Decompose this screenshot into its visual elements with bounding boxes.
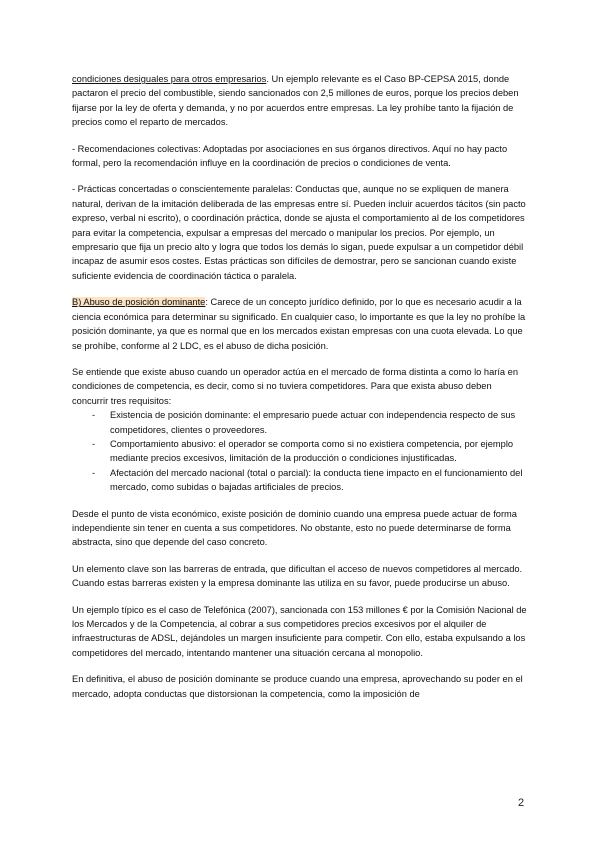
- list-item: - Comportamiento abusivo: el operador se comporta como si no existiera competencia, por ejemplo mediante precios excesivos, limitación de la producción o condiciones injustificadas.: [110, 437, 528, 466]
- paragraph-cartel-example: [72, 72, 528, 130]
- list-item: - Afectación del mercado nacional (total o parcial): la conducta tiene impacto en el funcionamiento del mercado, como subidas o bajadas artificiales de precios.: [110, 466, 528, 495]
- paragraph-entry-barriers: Un elemento clave son las barreras de entrada, que dificultan el acceso de nuevos competidores al mercado. Cuando estas barreras existen y la empresa dominante las utiliza en su favor, puede producirse un abuso.: [72, 563, 523, 589]
- requirements-list: [72, 408, 528, 494]
- paragraph-text: . Un ejemplo relevante es el Caso BP-CEPSA 2015, donde pactaron el precio del combustible, siendo sancionados con 2,5 millones de euros, porque los precios deben fijarse por la ley de oferta y demanda, y no por acuerdos entre empresas. La ley prohíbe tanto la fijación de precios como el reparto de mercados.: [72, 74, 519, 128]
- underlined-phrase: condiciones desiguales para otros empresarios: [72, 74, 267, 84]
- paragraph-economic-view: Desde el punto de vista económico, existe posición de dominio cuando una empresa puede actuar de forma independiente sin tener en cuenta a sus competidores. No obstante, esto no puede determinarse de forma abstracta, sino que depende del caso concreto.: [72, 508, 517, 548]
- document-page: [72, 72, 528, 701]
- section-heading: B) Abuso de posición dominante: [72, 297, 206, 308]
- paragraph-concerted-practices: - Prácticas concertadas o conscientemente paralelas: Conductas que, aunque no se expliquen de manera natural, derivan de la imitación deliberada de las empresas entre sí. Pueden incluir acuerdos tácitos (sin pacto expreso, verbal ni escrito), o coordinación práctica, donde se ajusta el comportamiento al de los competidores para evitar la competencia, expulsar a empresas del mercado o manipular los precios. Por ejemplo, un empresario que fija un precio alto y logra que todos los demás lo sigan, puede expulsar a un competidor débil incapaz de asumir esos costes. Estas prácticas son difíciles de demostrar, pero se sancionan cuando existe suficiente evidencia de coordinación táctica o paralela.: [72, 184, 526, 281]
- list-item: - Existencia de posición dominante: el empresario puede actuar con independencia respecto de sus competidores, clientes o proveedores.: [110, 408, 528, 437]
- paragraph-telefonica-case: Un ejemplo típico es el caso de Telefónica (2007), sancionada con 153 millones € por la Comisión Nacional de los Mercados y de la Competencia, al cobrar a sus competidores precios excesivos por el alquiler de infraestructuras de ADSL, dejándoles un margen insuficiente para competir. Con ello, estaba expulsando a los competidores del mercado, intentando mantener una situación cercana al monopolio.: [72, 604, 527, 658]
- paragraph-abuse-definition: Se entiende que existe abuso cuando un operador actúa en el mercado de forma distinta a como lo haría en condiciones de competencia, es decir, como si no tuviera competidores. Para que exista abuso deben concurrir tres requisitos:: [72, 366, 519, 406]
- paragraph-conclusion: En definitiva, el abuso de posición dominante se produce cuando una empresa, aprovechando su poder en el mercado, adopta conductas que distorsionan la competencia, como la imposición de: [72, 674, 523, 699]
- paragraph-collective-recommendations: - Recomendaciones colectivas: Adoptadas por asociaciones en sus órganos directivos. Aquí no hay pacto formal, pero la recomendación influye en la coordinación de precios o condiciones de venta.: [72, 143, 508, 169]
- page-number: 2: [518, 797, 525, 809]
- paragraph-dominant-position: [72, 295, 528, 353]
- paragraph-text: : Carece de un concepto jurídico definido, por lo que es necesario acudir a la ciencia económica para determinar su significado. En cualquier caso, lo importante es que la ley no prohíbe la posición dominante, ya que es normal que en los mercados existan empresas con una cuota elevada. Lo que se prohíbe, conforme al 2 LDC, es el abuso de dicha posición.: [72, 297, 526, 351]
